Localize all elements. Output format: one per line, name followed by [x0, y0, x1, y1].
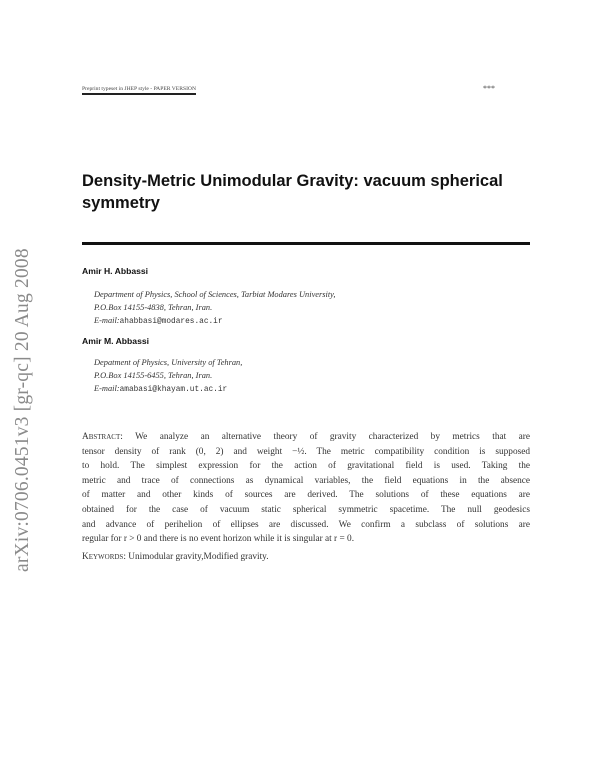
abstract-label: Abstract: — [82, 432, 123, 442]
abstract-line: to hold. The simplest expression for the action of gravitational field is used. Taking the — [82, 461, 530, 472]
arxiv-stamp: arXiv:0706.0451v3 [gr-qc] 20 Aug 2008 — [12, 248, 33, 572]
author-name: Amir M. Abbassi — [82, 336, 150, 346]
affiliation-line: P.O.Box 14155-4838, Tehran, Iran. — [94, 302, 213, 312]
author-affiliation — [94, 357, 242, 396]
abstract — [82, 430, 530, 547]
author-name: Amir H. Abbassi — [82, 266, 149, 276]
author-affiliation — [94, 289, 336, 328]
affiliation-line: Department of Physics, School of Sciences, Tarbiat Modares University, — [94, 290, 336, 299]
paper-title: Density-Metric Unimodular Gravity: vacuum spherical symmetry — [82, 172, 503, 212]
keywords-text: Unimodular gravity,Modified gravity. — [128, 552, 269, 562]
abstract-line: of matter and other kinds of sources are derived. The solutions of these equations are — [82, 490, 530, 501]
abstract-line — [82, 430, 530, 445]
keywords-label: Keywords: — [82, 552, 126, 562]
affiliation-line: Depatment of Physics, University of Tehran, — [94, 358, 243, 367]
title-rule — [82, 242, 530, 245]
running-header: Preprint typeset in JHEP style - PAPER VERSION — [82, 86, 196, 95]
abstract-text: We analyze an alternative theory of gravity characterized by metrics that are — [135, 432, 531, 442]
abstract-line: tensor density of rank (0, 2) and weight −½. The metric compatibility condition is supposed — [82, 446, 530, 457]
email-link[interactable]: ahabbasi@modares.ac.ir — [119, 317, 223, 326]
abstract-line: obtained for the case of vacuum static spherical symmetric spacetime. The null geodesics — [82, 504, 530, 515]
abstract-line: metric and trace of connections as dynamical variables, the field equations in the absence — [82, 475, 530, 486]
email-link[interactable]: amabasi@khayam.ut.ac.ir — [119, 385, 228, 394]
email-label: E-mail: — [94, 383, 120, 393]
keywords — [82, 552, 269, 562]
abstract-line: and advance of perihelion of ellipses are discussed. We confirm a subclass of solutions are — [82, 519, 530, 530]
abstract-line: regular for r > 0 and there is no event horizon while it is singular at r = 0. — [82, 534, 355, 545]
email-label: E-mail: — [94, 315, 120, 325]
affiliation-line: P.O.Box 14155-6455, Tehran, Iran. — [94, 370, 213, 380]
header-stars: *** — [483, 84, 495, 93]
